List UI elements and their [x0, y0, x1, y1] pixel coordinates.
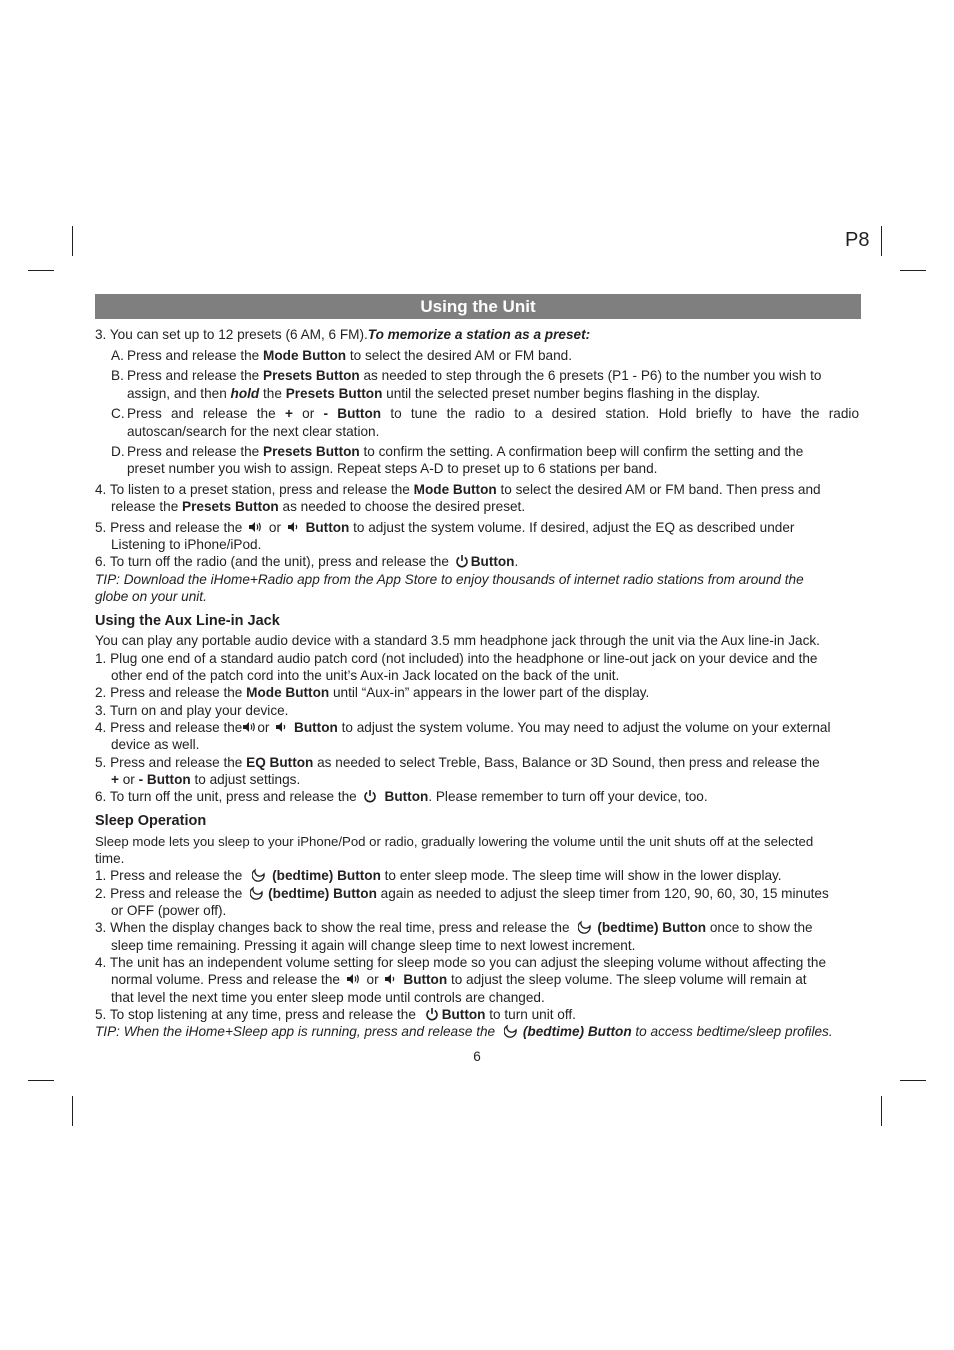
step-4-cont: release the Presets Button as needed to choose the desired preset.: [111, 499, 526, 514]
sleep-step-2: 2. Press and release the (bedtime) Button again as needed to adjust the sleep timer from 120, 90, 60, 30, 15 minutes: [95, 886, 829, 901]
sleep-step-5: 5. To stop listening at any time, press and release the Button to turn unit off.: [95, 1007, 576, 1022]
bedtime-moon-icon: [504, 1024, 518, 1038]
volume-down-icon: [287, 520, 300, 534]
sub-step-b-cont: assign, and then hold the Presets Button until the selected preset number begins flashing in the display.: [127, 386, 760, 401]
page-number: 6: [473, 1049, 481, 1064]
sleep-step-4-cont: normal volume. Press and release the or Button to adjust the sleep volume. The sleep volume will remain at: [111, 972, 807, 987]
sleep-intro: Sleep mode lets you sleep to your iPhone/Pod or radio, gradually lowering the volume until the unit shuts off at the selected: [95, 834, 814, 849]
aux-step-6: 6. To turn off the unit, press and release the Button. Please remember to turn off your device, too.: [95, 789, 708, 804]
power-icon: [455, 554, 469, 568]
volume-up-icon: [346, 972, 361, 986]
sub-step-a: A. Press and release the Mode Button to select the desired AM or FM band.: [111, 348, 573, 363]
aux-step-4-cont: device as well.: [111, 737, 200, 752]
sub-step-c: C. Press and release the + or - Button to tune the radio to a desired station. Hold briefly to have the radio: [111, 406, 860, 421]
aux-step-3: 3. Turn on and play your device.: [95, 703, 289, 718]
aux-step-1-cont: other end of the patch cord into the unit’s Aux-in Jack located on the back of the unit.: [111, 668, 620, 683]
sleep-step-3-cont: sleep time remaining. Pressing it again will change sleep time to next lowest increment.: [111, 938, 636, 953]
crop-mark: [72, 226, 73, 256]
step-6: 6. To turn off the radio (and the unit), press and release the Button.: [95, 554, 519, 569]
volume-down-icon: [384, 972, 397, 986]
power-icon: [425, 1007, 439, 1021]
sub-step-d-cont: preset number you wish to assign. Repeat steps A-D to preset up to 6 stations per band.: [127, 461, 658, 476]
sleep-step-2-cont: or OFF (power off).: [111, 903, 227, 918]
sleep-intro-cont: time.: [95, 851, 125, 866]
bedtime-moon-icon: [250, 886, 264, 900]
crop-mark: [900, 1080, 926, 1081]
sleep-heading: Sleep Operation: [95, 813, 207, 829]
volume-up-icon: [242, 720, 257, 734]
sleep-step-1: 1. Press and release the (bedtime) Button to enter sleep mode. The sleep time will show in the lower display.: [95, 868, 782, 883]
page-label: P8: [845, 229, 870, 251]
crop-mark: [881, 1096, 882, 1126]
sleep-step-4-cont2: that level the next time you enter sleep mode until controls are changed.: [111, 990, 545, 1005]
aux-step-5-cont: + or - Button to adjust settings.: [111, 772, 301, 787]
power-icon: [363, 789, 377, 803]
aux-step-2: 2. Press and release the Mode Button until “Aux-in” appears in the lower part of the display.: [95, 685, 650, 700]
aux-step-4: 4. Press and release the or Button to adjust the system volume. You may need to adjust the volume on your external: [95, 720, 831, 735]
aux-intro: You can play any portable audio device with a standard 3.5 mm headphone jack through the unit via the Aux line-in Jack.: [95, 633, 820, 648]
bedtime-moon-icon: [252, 868, 266, 882]
aux-step-1: 1. Plug one end of a standard audio patch cord (not included) into the headphone or line-out jack on your device and the: [95, 651, 818, 666]
tip-radio-cont: globe on your unit.: [95, 589, 207, 604]
crop-mark: [28, 1080, 54, 1081]
section-title-banner: Using the Unit: [95, 294, 861, 319]
sub-step-d: D. Press and release the Presets Button to confirm the setting. A confirmation beep will confirm the setting and the: [111, 444, 804, 459]
crop-mark: [28, 270, 54, 271]
tip-sleep: TIP: When the iHome+Sleep app is running, press and release the (bedtime) Button to access bedtime/sleep profiles.: [95, 1024, 833, 1039]
bedtime-moon-icon: [578, 920, 592, 934]
aux-heading: Using the Aux Line-in Jack: [95, 613, 280, 629]
step-4: 4. To listen to a preset station, press and release the Mode Button to select the desired AM or FM band. Then press and: [95, 482, 821, 497]
volume-up-icon: [248, 520, 263, 534]
tip-radio: TIP: Download the iHome+Radio app from the App Store to enjoy thousands of internet radio stations from around the: [95, 572, 804, 587]
crop-mark: [72, 1096, 73, 1126]
step-5-cont: Listening to iPhone/iPod.: [111, 537, 262, 552]
sleep-step-3: 3. When the display changes back to show the real time, press and release the (bedtime) Button once to show the: [95, 920, 813, 935]
volume-down-icon: [275, 720, 288, 734]
aux-step-5: 5. Press and release the EQ Button as needed to select Treble, Bass, Balance or 3D Sound, then press and release the: [95, 755, 820, 770]
crop-mark: [881, 226, 882, 256]
sub-step-b: B. Press and release the Presets Button as needed to step through the 6 presets (P1 - P6) to the number you wish to: [111, 368, 822, 383]
sub-step-c-cont: autoscan/search for the next clear station.: [127, 424, 380, 439]
sleep-step-4: 4. The unit has an independent volume setting for sleep mode so you can adjust the sleeping volume without affecting the: [95, 955, 827, 970]
step-5: 5. Press and release the or Button to adjust the system volume. If desired, adjust the EQ as described under: [95, 520, 795, 535]
step-3: 3. You can set up to 12 presets (6 AM, 6 FM).To memorize a station as a preset:: [95, 327, 591, 342]
crop-mark: [900, 270, 926, 271]
